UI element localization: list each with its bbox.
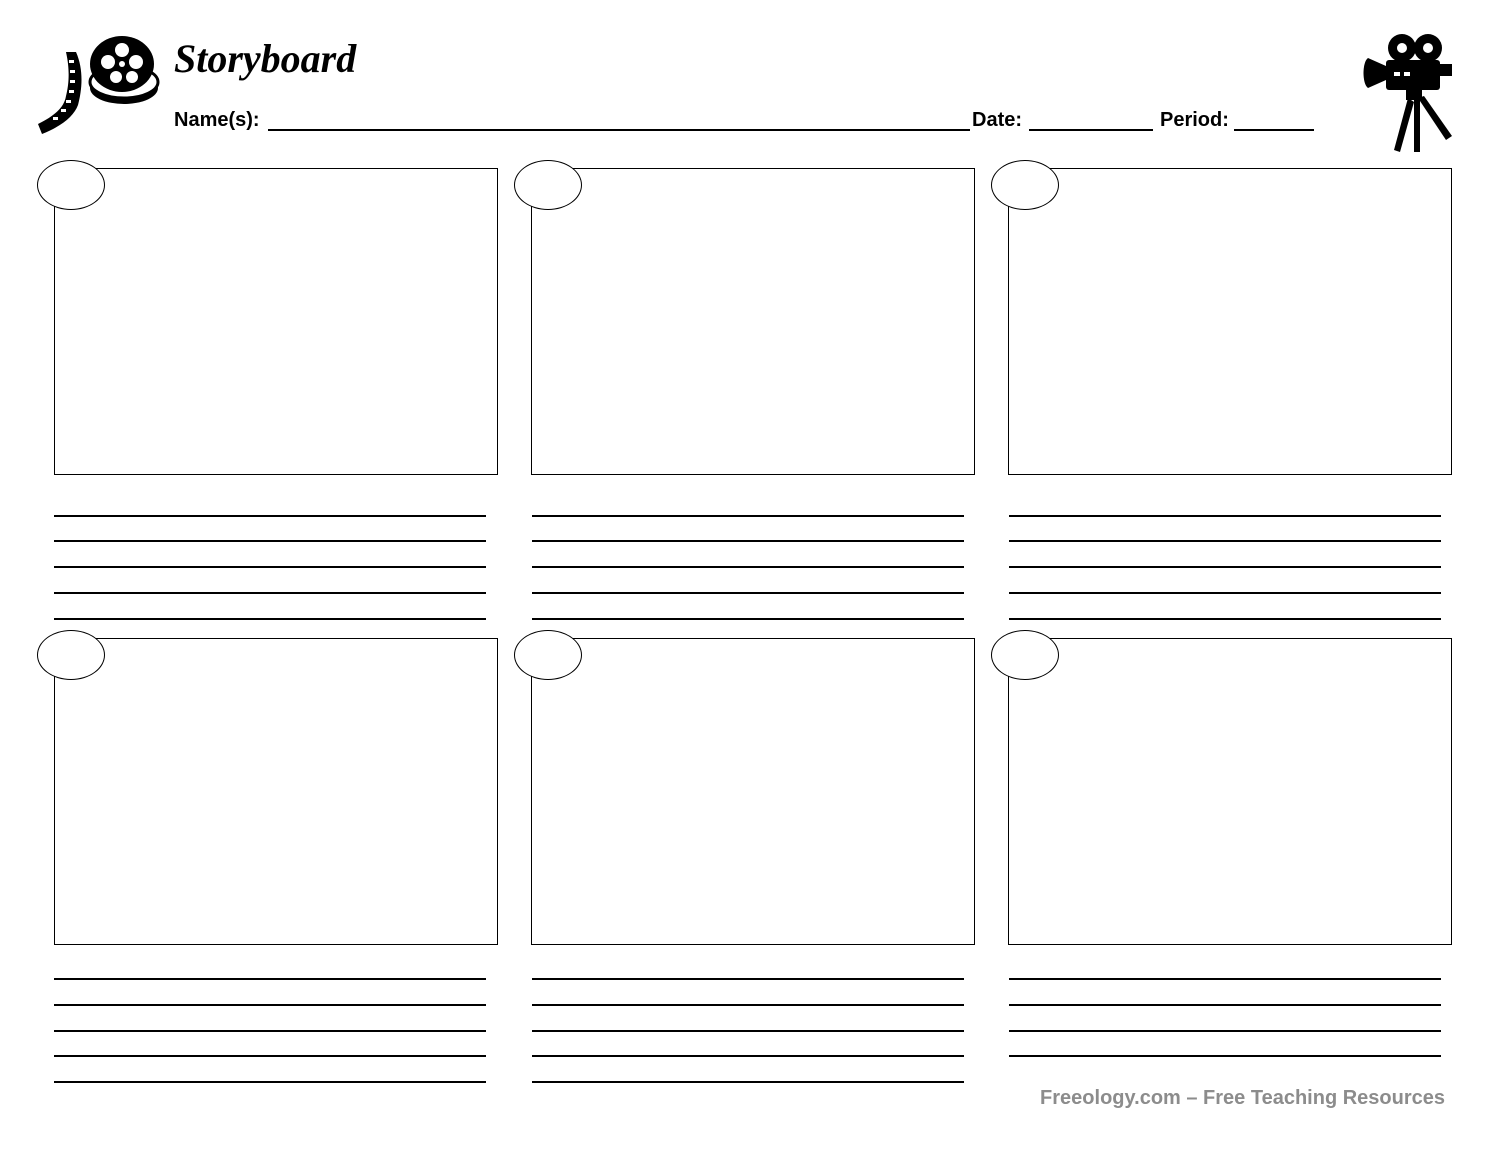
frame-number-bubble-2[interactable]: [514, 160, 582, 210]
caption-line[interactable]: [1009, 566, 1441, 568]
caption-line[interactable]: [1009, 515, 1441, 517]
caption-line[interactable]: [532, 540, 964, 542]
caption-line[interactable]: [532, 1004, 964, 1006]
frame-number-bubble-1[interactable]: [37, 160, 105, 210]
caption-line[interactable]: [532, 1081, 964, 1083]
caption-line[interactable]: [54, 515, 486, 517]
caption-line[interactable]: [54, 1081, 486, 1083]
frame-panel-1[interactable]: [54, 168, 498, 475]
frame-panel-3[interactable]: [1008, 168, 1452, 475]
frame-number-bubble-5[interactable]: [514, 630, 582, 680]
frame-panel-5[interactable]: [531, 638, 975, 945]
movie-camera-icon: [1360, 32, 1456, 154]
caption-line[interactable]: [1009, 1030, 1441, 1032]
caption-line[interactable]: [54, 978, 486, 980]
frame-number-bubble-6[interactable]: [991, 630, 1059, 680]
caption-line[interactable]: [532, 1055, 964, 1057]
period-label: Period:: [1160, 109, 1229, 131]
caption-line[interactable]: [1009, 1055, 1441, 1057]
footer-credit: Freeology.com – Free Teaching Resources: [1040, 1087, 1445, 1109]
page-title: Storyboard: [174, 36, 357, 81]
period-field[interactable]: [1234, 129, 1314, 131]
film-reel-icon: [36, 30, 160, 140]
frame-number-bubble-4[interactable]: [37, 630, 105, 680]
caption-line[interactable]: [1009, 978, 1441, 980]
caption-line[interactable]: [532, 515, 964, 517]
caption-line[interactable]: [54, 618, 486, 620]
caption-line[interactable]: [532, 592, 964, 594]
names-field[interactable]: [268, 129, 970, 131]
caption-line[interactable]: [54, 540, 486, 542]
caption-line[interactable]: [54, 1055, 486, 1057]
caption-line[interactable]: [54, 566, 486, 568]
caption-line[interactable]: [1009, 1004, 1441, 1006]
caption-line[interactable]: [532, 978, 964, 980]
frame-panel-6[interactable]: [1008, 638, 1452, 945]
caption-line[interactable]: [54, 1004, 486, 1006]
date-field[interactable]: [1029, 129, 1153, 131]
frame-panel-4[interactable]: [54, 638, 498, 945]
caption-line[interactable]: [1009, 592, 1441, 594]
caption-line[interactable]: [532, 1030, 964, 1032]
caption-line[interactable]: [54, 1030, 486, 1032]
date-label: Date:: [972, 109, 1023, 131]
names-label: Name(s):: [174, 109, 260, 131]
caption-line[interactable]: [532, 618, 964, 620]
caption-line[interactable]: [532, 566, 964, 568]
frame-panel-2[interactable]: [531, 168, 975, 475]
caption-line[interactable]: [54, 592, 486, 594]
frame-number-bubble-3[interactable]: [991, 160, 1059, 210]
caption-line[interactable]: [1009, 540, 1441, 542]
caption-line[interactable]: [1009, 618, 1441, 620]
